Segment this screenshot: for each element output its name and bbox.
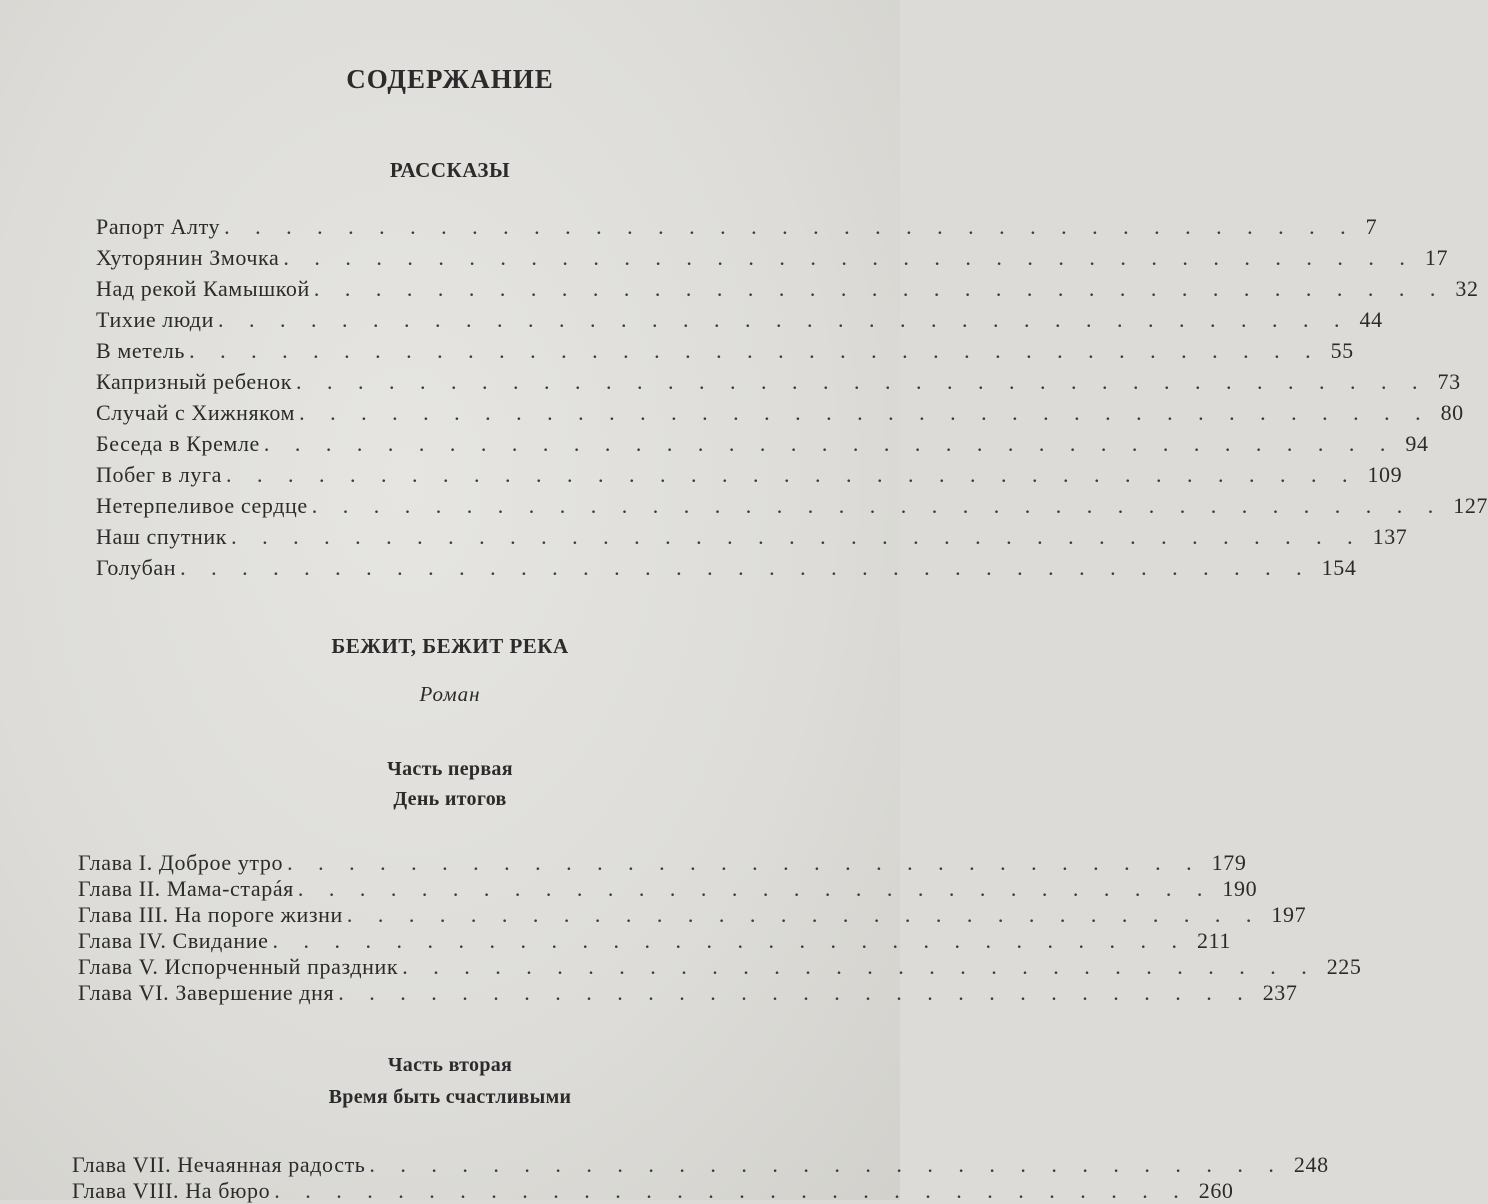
- chapter-row: [78, 876, 1258, 902]
- toc-row: [96, 462, 1403, 493]
- toc-leader: . . . . . . . . . . . . . . . . . . . . . . . . . . . . . . . . . . . . .: [225, 462, 1358, 487]
- chapter-page: 179: [1211, 850, 1247, 875]
- toc-row: [96, 369, 1461, 400]
- toc-row: [96, 245, 1449, 276]
- chapter-row: [78, 850, 1247, 876]
- chapter-page: 197: [1271, 902, 1307, 927]
- toc-page: 17: [1424, 245, 1449, 270]
- toc-leader: . . . . . . . . . . . . . . . . . . . . . . . . . . . . . . . . . . . . .: [263, 431, 1396, 456]
- toc-leader: . . . . . . . . . . . . . . . . . . . . . . . . . . . . . . . . . . . . .: [231, 524, 1363, 549]
- toc-title: Хуторянин Змочка: [96, 245, 280, 270]
- toc-leader: . . . . . . . . . . . . . . . . . . . . . . . . . . . . . .: [338, 980, 1253, 1005]
- chapter-title: Глава I. Доброе утро: [78, 850, 284, 875]
- toc-row: [96, 276, 1479, 307]
- chapter-title: Глава VI. Завершение дня: [78, 980, 335, 1005]
- toc-leader: . . . . . . . . . . . . . . . . . . . . . . . . . . . . . . . . . . . . .: [217, 307, 1350, 332]
- chapter-page: 211: [1196, 928, 1231, 953]
- chapter-row: [78, 954, 1362, 980]
- stories-toc: [96, 214, 1488, 586]
- toc-row: [96, 214, 1378, 245]
- toc-leader: . . . . . . . . . . . . . . . . . . . . . . . . . . . . . . . . . . . . .: [299, 400, 1431, 425]
- toc-row: [96, 431, 1429, 462]
- toc-title: Над рекой Камышкой: [96, 276, 310, 301]
- toc-title: Голубан: [96, 555, 177, 580]
- toc-leader: . . . . . . . . . . . . . . . . . . . . . . . . . . . . . . . . . . . . .: [224, 214, 1356, 239]
- toc-leader: . . . . . . . . . . . . . . . . . . . . . . . . . . . . . . . . . . . . .: [180, 555, 1312, 580]
- chapter-title: Глава VIII. На бюро: [72, 1178, 271, 1203]
- toc-leader: . . . . . . . . . . . . . . . . . . . . . . . . . . . . . . . . . . . . .: [311, 493, 1444, 518]
- toc-row: [96, 400, 1464, 431]
- chapter-title: Глава VII. Нечаянная радость: [72, 1152, 366, 1177]
- toc-page: 7: [1365, 214, 1378, 239]
- toc-row: [96, 524, 1408, 555]
- toc-page: 55: [1330, 338, 1354, 363]
- toc-leader: . . . . . . . . . . . . . . . . . . . . . . . . . . . . . .: [287, 850, 1202, 875]
- chapter-row: [78, 902, 1307, 928]
- toc-leader: . . . . . . . . . . . . . . . . . . . . . . . . . . . . . .: [369, 1152, 1284, 1177]
- toc-leader: . . . . . . . . . . . . . . . . . . . . . . . . . . . . . .: [297, 876, 1213, 901]
- toc-page: 80: [1440, 400, 1464, 425]
- novel-subtitle: Роман: [419, 682, 481, 706]
- toc-title: Беседа в Кремле: [96, 431, 260, 456]
- toc-title: Рапорт Алту: [96, 214, 221, 239]
- toc-row: [96, 338, 1354, 369]
- chapter-row: [72, 1152, 1329, 1178]
- part2-name: Время быть счастливыми: [328, 1086, 572, 1108]
- toc-row: [96, 493, 1488, 524]
- toc-page: 154: [1321, 555, 1357, 580]
- toc-title: Случай с Хижняком: [96, 400, 296, 425]
- toc-leader: . . . . . . . . . . . . . . . . . . . . . . . . . . . . . .: [402, 954, 1317, 979]
- toc-title: Нетерпеливое сердце: [96, 493, 308, 518]
- chapter-page: 237: [1262, 980, 1298, 1005]
- chapter-page: 190: [1222, 876, 1258, 901]
- part1-toc: [78, 850, 1362, 1006]
- toc-title: Наш спутник: [96, 524, 228, 549]
- part1-name: День итогов: [393, 788, 507, 810]
- chapter-row: [78, 928, 1231, 954]
- toc-row: [96, 555, 1357, 586]
- chapter-title: Глава III. На пороге жизни: [78, 902, 343, 927]
- chapter-row: [72, 1178, 1234, 1204]
- toc-page: 137: [1372, 524, 1408, 549]
- toc-row: [96, 307, 1383, 338]
- toc-page: 32: [1455, 276, 1479, 301]
- toc-page: 73: [1437, 369, 1461, 394]
- chapter-page: 248: [1293, 1152, 1329, 1177]
- chapter-page: 260: [1198, 1178, 1234, 1203]
- part1-label: Часть первая: [387, 758, 513, 780]
- part2-toc: [72, 1152, 1329, 1204]
- toc-leader: . . . . . . . . . . . . . . . . . . . . . . . . . . . . . .: [346, 902, 1262, 927]
- toc-leader: . . . . . . . . . . . . . . . . . . . . . . . . . . . . . .: [274, 1178, 1189, 1203]
- toc-page: 44: [1359, 307, 1383, 332]
- chapter-title: Глава II. Мама-старáя: [78, 876, 294, 901]
- toc-page: 127: [1453, 493, 1488, 518]
- toc-page: 94: [1405, 431, 1429, 456]
- novel-title: БЕЖИТ, БЕЖИТ РЕКА: [331, 634, 569, 658]
- page-title: СОДЕРЖАНИЕ: [346, 64, 554, 94]
- toc-title: В метель: [96, 338, 186, 363]
- chapter-title: Глава V. Испорченный праздник: [78, 954, 399, 979]
- toc-leader: . . . . . . . . . . . . . . . . . . . . . . . . . . . . . .: [272, 928, 1187, 953]
- section-heading-stories: РАССКАЗЫ: [389, 158, 511, 182]
- toc-page: 109: [1367, 462, 1403, 487]
- toc-leader: . . . . . . . . . . . . . . . . . . . . . . . . . . . . . . . . . . . . .: [283, 245, 1415, 270]
- chapter-page: 225: [1326, 954, 1362, 979]
- part2-label: Часть вторая: [387, 1054, 513, 1076]
- toc-leader: . . . . . . . . . . . . . . . . . . . . . . . . . . . . . . . . . . . . .: [313, 276, 1446, 301]
- toc-title: Капризный ребенок: [96, 369, 293, 394]
- toc-title: Побег в луга: [96, 462, 222, 487]
- chapter-row: [78, 980, 1298, 1006]
- toc-leader: . . . . . . . . . . . . . . . . . . . . . . . . . . . . . . . . . . . . .: [296, 369, 1428, 394]
- toc-leader: . . . . . . . . . . . . . . . . . . . . . . . . . . . . . . . . . . . . .: [189, 338, 1321, 363]
- toc-title: Тихие люди: [96, 307, 214, 332]
- chapter-title: Глава IV. Свидание: [78, 928, 269, 953]
